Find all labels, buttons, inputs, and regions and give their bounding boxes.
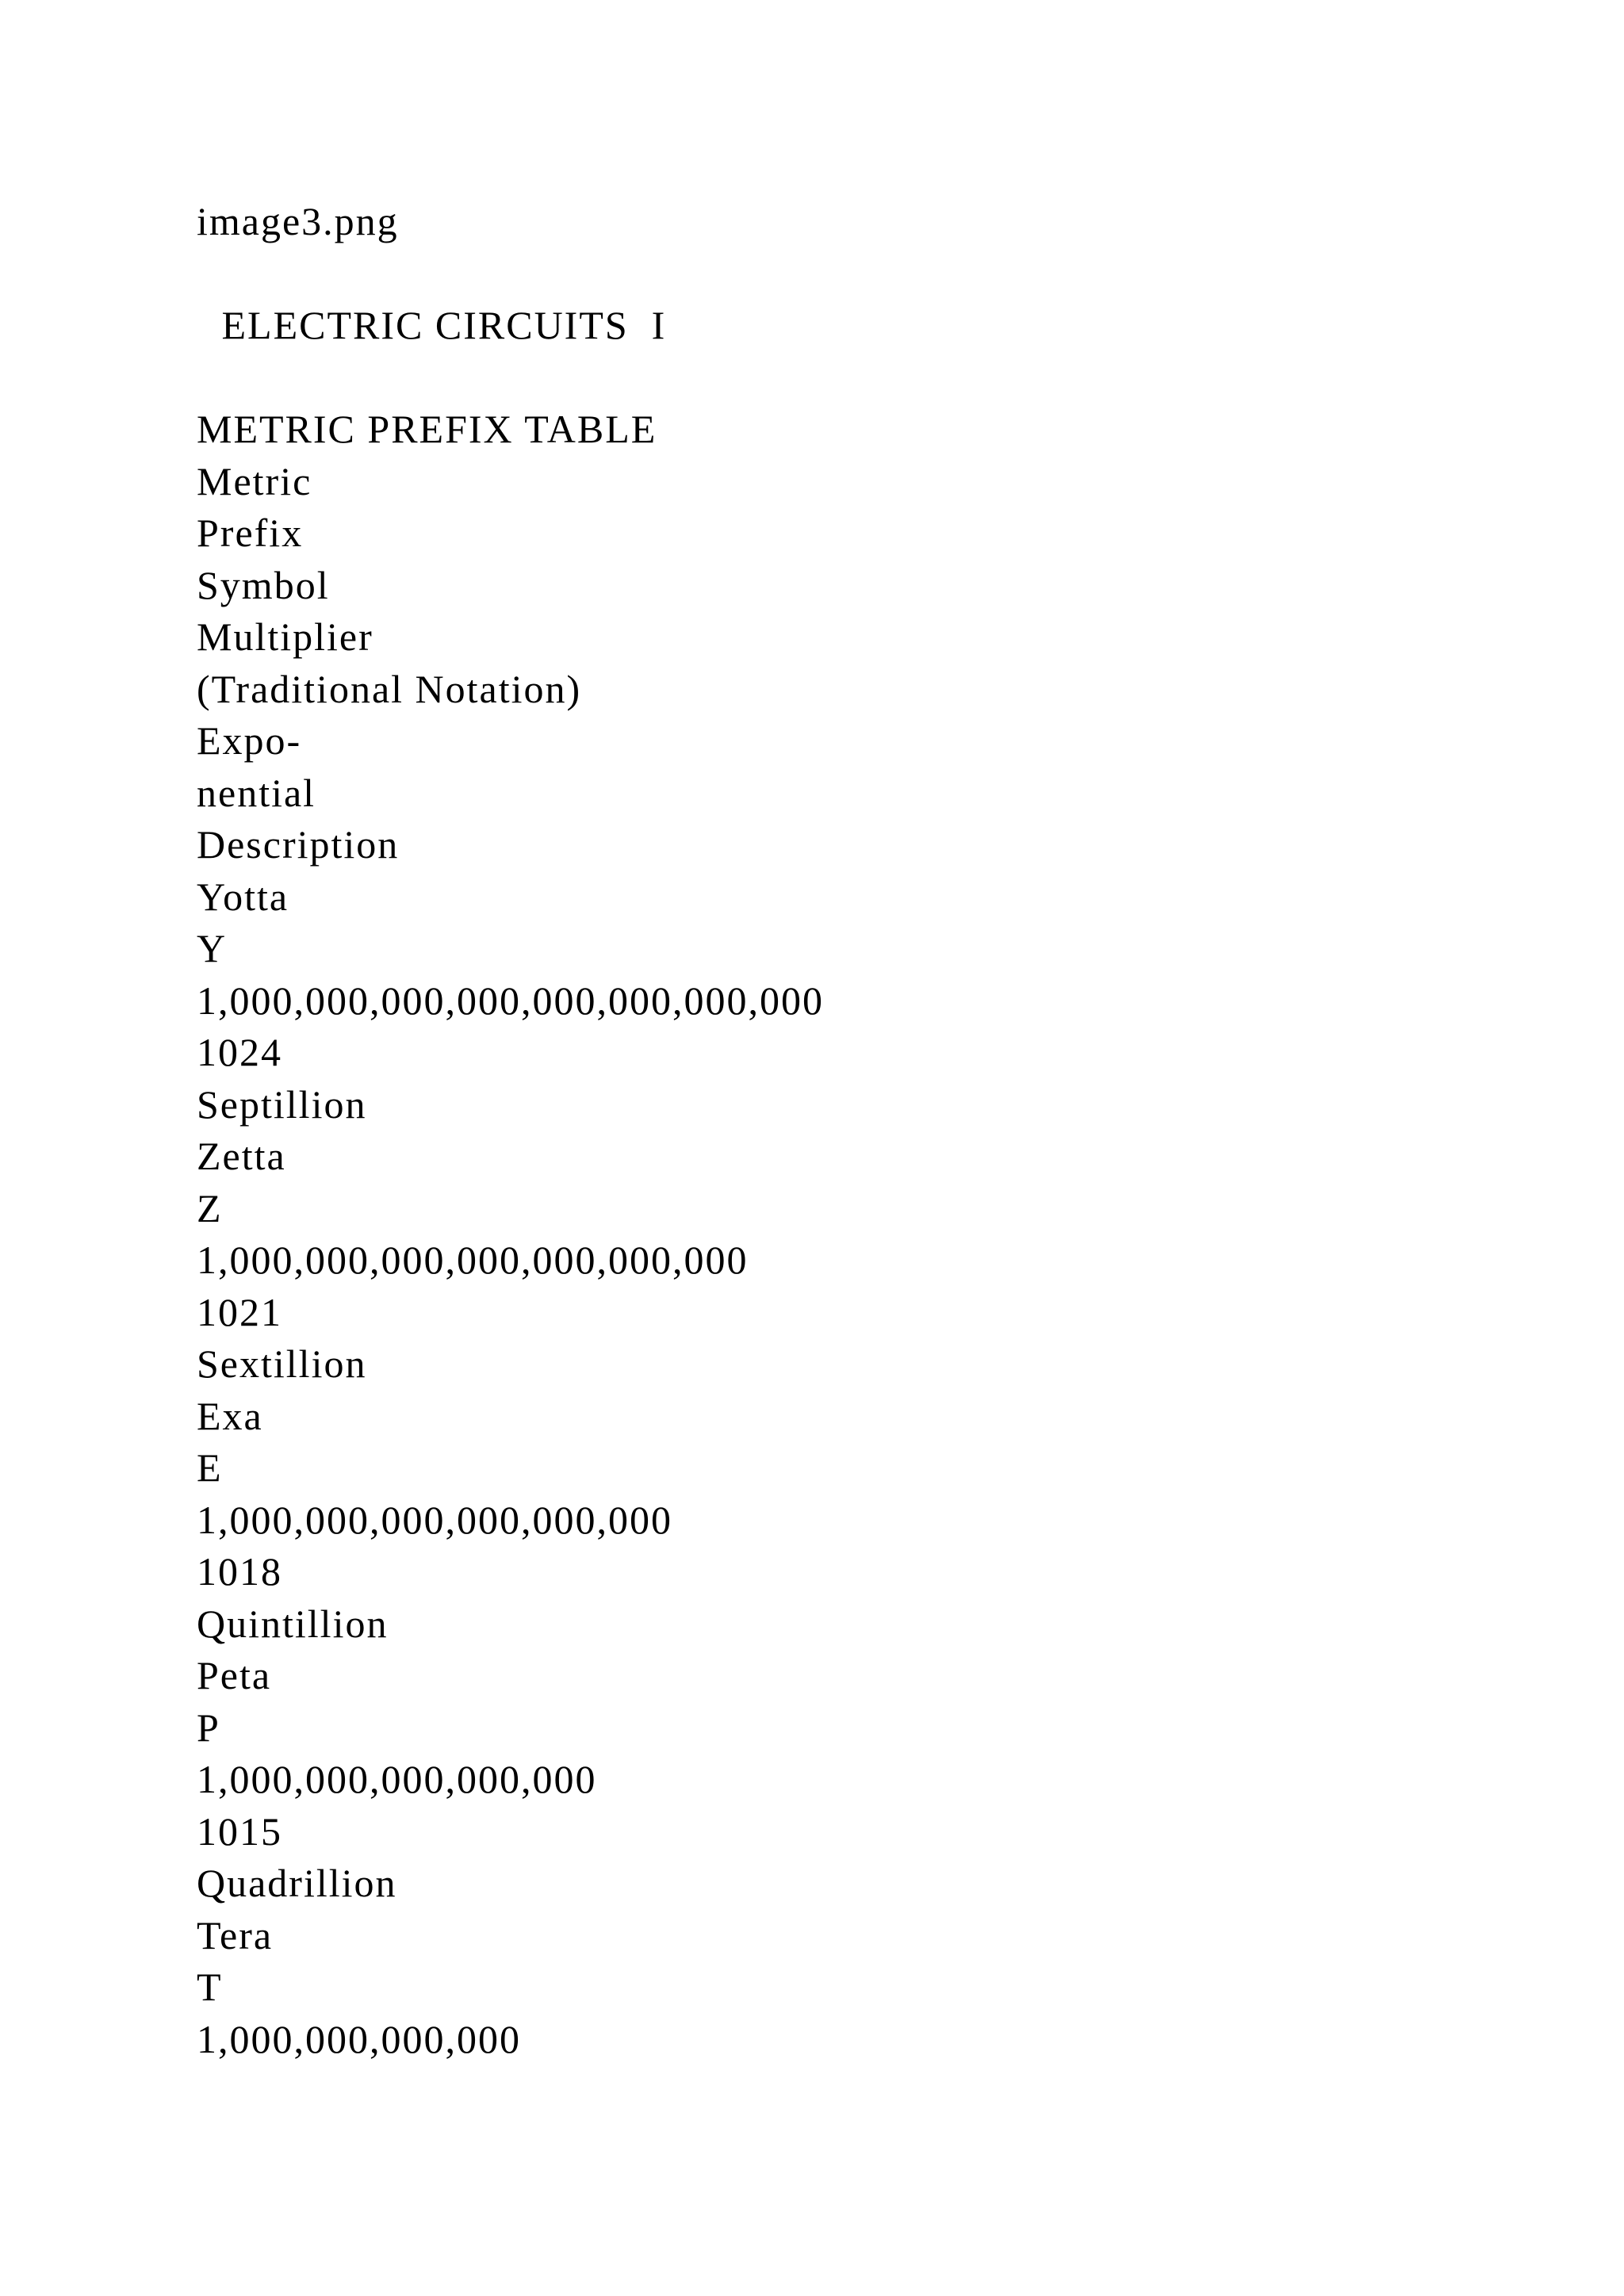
document-content — [197, 196, 1465, 2065]
table-title: METRIC PREFIX TABLE — [197, 407, 657, 451]
row-prefix: Peta — [197, 1653, 272, 1697]
row-description: Quadrillion — [197, 1861, 397, 1905]
header-prefix: Prefix — [197, 511, 304, 555]
row-symbol: P — [197, 1705, 220, 1750]
header-nential: nential — [197, 770, 316, 815]
row-symbol: T — [197, 1965, 223, 2009]
blank-line — [197, 248, 1465, 300]
row-prefix: Exa — [197, 1393, 263, 1438]
row-prefix: Yotta — [197, 874, 289, 919]
row-description: Sextillion — [197, 1341, 367, 1386]
row-multiplier: 1,000,000,000,000,000 — [197, 1757, 597, 1801]
row-multiplier: 1,000,000,000,000,000,000,000,000 — [197, 978, 824, 1023]
row-symbol: E — [197, 1445, 223, 1490]
row-symbol: Z — [197, 1185, 223, 1230]
header-multiplier: Multiplier — [197, 614, 373, 659]
blank-line — [197, 352, 1465, 404]
image-filename: image3.png — [197, 199, 399, 243]
row-exponential: 1024 — [197, 1030, 282, 1074]
row-multiplier: 1,000,000,000,000 — [197, 2016, 521, 2061]
header-traditional-notation: (Traditional Notation) — [197, 666, 582, 711]
header-description: Description — [197, 822, 400, 867]
header-symbol: Symbol — [197, 562, 330, 607]
row-prefix: Zetta — [197, 1134, 286, 1178]
row-description: Septillion — [197, 1081, 367, 1127]
row-symbol: Y — [197, 926, 228, 970]
row-description: Quintillion — [197, 1601, 389, 1646]
header-metric: Metric — [197, 458, 312, 503]
row-prefix: Tera — [197, 1912, 274, 1957]
row-multiplier: 1,000,000,000,000,000,000 — [197, 1497, 672, 1542]
row-multiplier: 1,000,000,000,000,000,000,000 — [197, 1238, 749, 1282]
header-expo: Expo- — [197, 718, 302, 763]
row-exponential: 1015 — [197, 1808, 282, 1854]
course-title: ELECTRIC CIRCUITS I — [210, 303, 667, 347]
row-exponential: 1021 — [197, 1289, 282, 1334]
row-exponential: 1018 — [197, 1549, 282, 1594]
